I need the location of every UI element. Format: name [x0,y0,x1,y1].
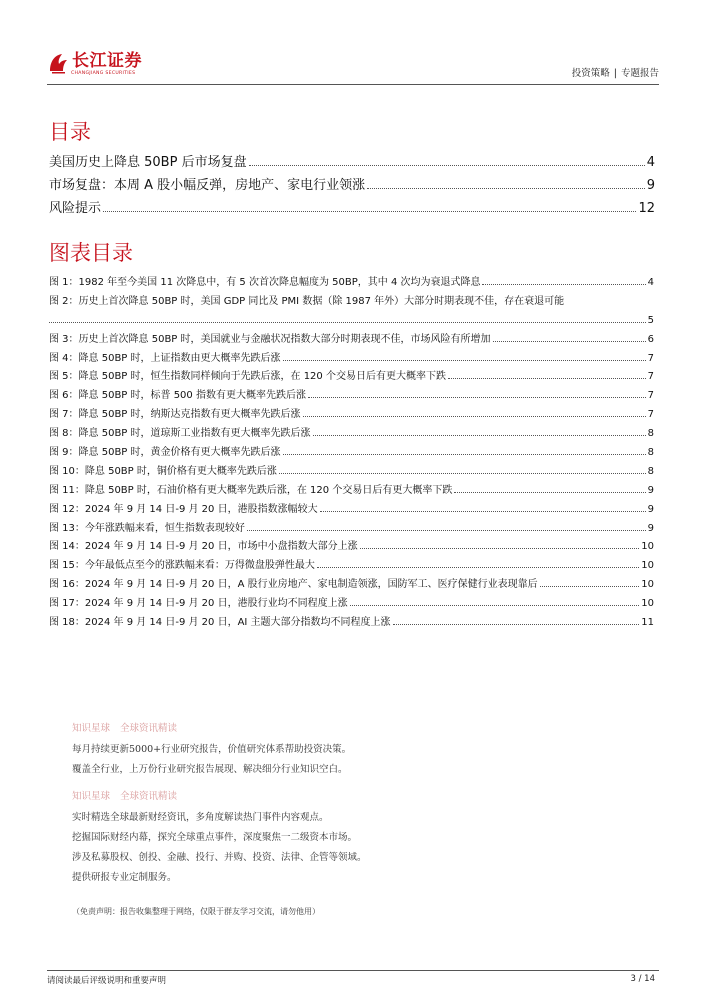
toc-entry-text: 美国历史上降息 50BP 后市场复盘 [49,155,247,170]
toc-entry[interactable] [49,174,655,197]
figure-entry[interactable] [49,444,654,463]
toc-dot-leader [49,322,646,323]
figure-entry[interactable] [49,520,654,539]
toc-dot-leader [247,530,646,531]
figure-entry-text: 图 6：降息 50BP 时，标普 500 指数有更大概率先跌后涨 [49,390,306,402]
report-type-label: 专题报告 [620,68,659,79]
promo-line: 提供研报专业定制服务。 [72,872,177,883]
toc-entry[interactable] [49,197,655,220]
toc-entry-page: 4 [646,155,655,170]
promo-line: 实时精选全球最新财经资讯，多角度解读热门事件内容观点。 [72,812,329,823]
toc-dot-leader [540,586,640,587]
toc-entry-page: 12 [638,201,655,216]
toc-dot-leader [393,624,640,625]
figure-entry[interactable] [49,463,654,482]
figure-entry[interactable] [49,538,654,557]
figures-title: 图表目录 [49,241,133,265]
logo-subtext: CHANGJIANG SECURITIES [71,71,136,76]
toc-dot-leader [493,341,646,342]
figure-entry-page: 10 [641,598,654,610]
figure-entry-text: 图 4：降息 50BP 时，上证指数由更大概率先跌后涨 [49,352,281,364]
footer-notice: 请阅读最后评级说明和重要声明 [47,976,167,986]
figure-entry-text: 图 18：2024 年 9 月 14 日-9 月 20 日，AI 主题大部分指数均不同程度上涨 [49,617,391,629]
toc-dot-leader [320,511,646,512]
figure-entry-page: 9 [647,522,654,534]
figure-entry-page: 7 [647,371,654,383]
figure-entry-page: 11 [641,617,654,629]
category-label: 投资策略 [571,68,610,79]
promo-line: 每月持续更新5000+行业研究报告，价值研究体系帮助投资决策。 [72,744,352,755]
toc-dot-leader [249,165,645,166]
company-logo [47,49,157,83]
toc-dot-leader [454,492,645,493]
figure-entry[interactable] [49,425,654,444]
figure-entry-page: 10 [641,579,654,591]
figure-entry-page: 4 [647,277,654,288]
promo-tag-part: 全球资讯精读 [120,791,178,802]
toc-list [49,151,655,220]
figure-entry[interactable] [49,368,654,387]
figure-entry-page: 7 [647,352,654,364]
toc-dot-leader [350,605,640,606]
toc-dot-leader [283,454,646,455]
promo-tag [72,786,472,808]
toc-title: 目录 [49,120,91,144]
header-category [572,65,659,79]
figure-entry[interactable] [49,614,654,633]
figure-entry[interactable] [49,576,654,595]
footer-divider [47,970,659,971]
page-number: 3 / 14 [630,974,655,984]
figure-entry[interactable] [49,274,654,293]
figure-entry-text: 图 1：1982 年至今美国 11 次降息中，有 5 次首次降息幅度为 50BP，其中 4 次均为衰退式降息 [49,277,481,288]
figure-entry-page: 7 [647,390,654,402]
figure-entry-text: 图 3：历史上首次降息 50BP 时，美国就业与金融状况指数大部分时期表现不佳，市场风险有所增加 [49,333,491,345]
figure-entry[interactable] [49,406,654,425]
toc-entry-text: 风险提示 [49,201,102,216]
header-separator: | [613,68,617,79]
figure-entry[interactable] [49,501,654,520]
toc-dot-leader [103,211,636,212]
figure-entry[interactable] [49,331,654,350]
figure-entry-page: 8 [647,428,654,440]
promo-block [72,718,472,888]
figure-entry-page: 8 [647,447,654,459]
toc-dot-leader [283,360,646,361]
promo-tag [72,718,472,740]
disclaimer: （免责声明：报告收集整理于网络，仅限于群友学习交流，请勿他用） [72,907,320,916]
figure-entry-text: 图 8：降息 50BP 时，道琼斯工业指数有更大概率先跌后涨 [49,428,311,440]
figure-entry-text: 图 11：降息 50BP 时，石油价格有更大概率先跌后涨，在 120 个交易日后有更大概率下跌 [49,484,453,496]
figure-entry[interactable] [49,482,654,501]
toc-dot-leader [317,567,639,568]
promo-line: 挖掘国际财经内幕，探究全球重点事件，深度聚焦一二级资本市场。 [72,832,358,843]
figure-entry-page: 7 [647,409,654,421]
toc-dot-leader [448,378,646,379]
logo-mark-icon [47,51,69,75]
figure-entry-continuation[interactable] [49,312,654,331]
figure-entry-text: 图 14：2024 年 9 月 14 日-9 月 20 日，市场中小盘指数大部分上涨 [49,541,358,553]
logo-text: 长江证券 [72,51,142,71]
figure-entry[interactable] [49,293,654,312]
toc-dot-leader [303,416,646,417]
promo-line: 涉及私募股权、创投、金融、投行、并购、投资、法律、企管等领域。 [72,852,367,863]
figure-entry[interactable] [49,595,654,614]
promo-tag-part: 知识星球 [72,791,111,802]
header-divider [47,84,659,85]
toc-entry-page: 9 [646,178,655,193]
figure-entry-text: 图 15：今年最低点至今的涨跌幅来看：万得微盘股弹性最大 [49,560,315,572]
figure-entry-page: 9 [647,503,654,515]
figure-entry-text: 图 7：降息 50BP 时，纳斯达克指数有更大概率先跌后涨 [49,409,301,421]
toc-dot-leader [308,397,646,398]
page-header [47,47,659,87]
toc-entry[interactable] [49,151,655,174]
toc-entry-text: 市场复盘：本周 A 股小幅反弹，房地产、家电行业领涨 [49,178,366,193]
figure-entry[interactable] [49,350,654,369]
toc-dot-leader [482,284,645,285]
figure-entry-text: 图 12：2024 年 9 月 14 日-9 月 20 日，港股指数涨幅较大 [49,503,318,515]
toc-dot-leader [367,188,645,189]
promo-tag-part: 全球资讯精读 [120,723,178,734]
figure-entry-text: 图 5：降息 50BP 时，恒生指数同样倾向于先跌后涨，在 120 个交易日后有更大概率下跌 [49,371,446,383]
figure-entry-page: 9 [647,484,654,496]
figure-entry-text: 图 9：降息 50BP 时，黄金价格有更大概率先跌后涨 [49,447,281,459]
figure-entry-page: 6 [647,333,654,345]
figure-entry-text: 图 13：今年涨跌幅来看，恒生指数表现较好 [49,522,245,534]
figure-entry-text: 图 16：2024 年 9 月 14 日-9 月 20 日，A 股行业房地产、家电制造领涨，国防军工、医疗保健行业表现靠后 [49,579,538,591]
figure-entry[interactable] [49,557,654,576]
figure-entry-page: 8 [647,465,654,477]
figure-entry-text: 图 10：降息 50BP 时，铜价格有更大概率先跌后涨 [49,465,277,477]
figure-entry-page: 10 [641,541,654,553]
figure-entry[interactable] [49,387,654,406]
toc-dot-leader [360,548,640,549]
figure-entry-text: 图 2：历史上首次降息 50BP 时，美国 GDP 同比及 PMI 数据（除 1987 年外）大部分时期表现不佳，存在衰退可能 [49,295,565,307]
figure-entry-text: 图 17：2024 年 9 月 14 日-9 月 20 日，港股行业均不同程度上涨 [49,598,348,610]
toc-dot-leader [313,435,646,436]
figure-entry-page: 10 [641,560,654,572]
toc-dot-leader [279,473,646,474]
figure-entry-page: 5 [647,314,654,326]
promo-tag-part: 知识星球 [72,723,111,734]
promo-line: 覆盖全行业，上万份行业研究报告展现、解决细分行业知识空白。 [72,764,348,775]
figure-list [49,274,654,633]
